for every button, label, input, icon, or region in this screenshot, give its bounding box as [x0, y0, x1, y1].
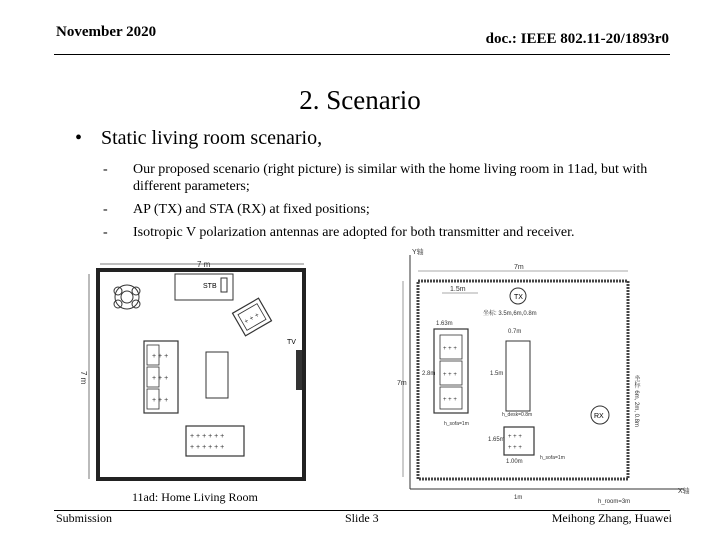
width-dimension — [100, 260, 304, 269]
tx-node — [483, 288, 537, 317]
sub-bullet-text: Isotropic V polarization antennas are adopted for both transmitter and receiver. — [133, 225, 575, 240]
header-doc-id: doc.: IEEE 802.11-20/1893r0 — [485, 31, 669, 47]
footer-author: Meihong Zhang, Huawei — [551, 511, 672, 525]
left-floorplan — [79, 254, 322, 489]
bullet-dot-icon: • — [75, 127, 83, 149]
header-date: November 2020 — [56, 24, 157, 40]
svg-text:+ + + + + +: + + + + + + — [190, 444, 225, 451]
tv — [287, 339, 302, 390]
width-dimension — [418, 264, 628, 271]
tx-coordinate: 坐标: 3.5m,6m,0.8m — [483, 311, 537, 317]
width-label: 7 m — [197, 260, 211, 269]
rx-coordinate: 坐标: 6m, 2m, 0.8m — [633, 375, 639, 428]
slide-title: 2. Scenario — [299, 85, 421, 115]
svg-text:+ + +: + + + — [152, 375, 169, 382]
desk-height: h_desk=0.8m — [502, 412, 533, 418]
svg-text:+ + +: + + + — [508, 434, 522, 440]
dash-icon: - — [103, 202, 108, 217]
svg-text:+ + +: + + + — [243, 311, 261, 326]
svg-text:+ + +: + + + — [508, 445, 522, 451]
sofa-height: h_sofa=1m — [444, 421, 469, 427]
sofa-bottom — [504, 427, 534, 455]
y-axis-label: Y轴 — [412, 249, 424, 256]
main-bullet-text: Static living room scenario, — [101, 127, 323, 149]
dim-2-8m: 2.8m — [422, 371, 436, 377]
svg-text:+ + + + + +: + + + + + + — [190, 433, 225, 440]
tv-label: TV — [287, 339, 296, 346]
plant-icon — [114, 285, 140, 309]
sub-bullet-text: AP (TX) and STA (RX) at fixed positions; — [133, 202, 370, 217]
width-label: 7m — [514, 264, 524, 271]
footer-submission: Submission — [56, 511, 113, 525]
sofa-left — [434, 329, 468, 413]
stb-label: STB — [203, 283, 217, 290]
rx-label: RX — [594, 413, 604, 420]
coffee-table — [206, 352, 228, 398]
header-divider — [54, 54, 670, 55]
dash-icon: - — [103, 162, 108, 177]
main-bullet — [75, 127, 322, 150]
height-label: 7 m — [79, 371, 88, 385]
stb-cabinet — [175, 274, 233, 300]
height-label: 7m — [397, 380, 407, 387]
sofa-bottom — [186, 426, 244, 456]
svg-text:+ + +: + + + — [443, 397, 457, 403]
height-dimension — [79, 274, 89, 479]
dim-1-00m: 1.00m — [506, 459, 523, 465]
coffee-table — [506, 341, 530, 411]
dim-1-65m: 1.65m — [488, 437, 505, 443]
dash-icon: - — [103, 225, 108, 240]
dim-1-5m — [442, 286, 478, 293]
svg-text:1.5m: 1.5m — [450, 286, 466, 293]
x-axis-label: X轴 — [678, 488, 690, 495]
sub-bullet-text: Our proposed scenario (right picture) is similar with the home living room in 11ad, but with different parameters; — [133, 162, 648, 194]
dim-1-5m-vertical: 1.5m — [490, 371, 504, 377]
room-height: h_room=3m — [598, 499, 631, 505]
dim-1-63m: 1.63m — [436, 321, 453, 327]
svg-text:+ + +: + + + — [152, 353, 169, 360]
sofa-left — [144, 341, 178, 413]
rx-node — [591, 374, 640, 427]
sofa2-height: h_sofa=1m — [540, 455, 565, 461]
tx-label: TX — [514, 294, 523, 301]
svg-text:+ + +: + + + — [443, 346, 457, 352]
footer-slide-number: Slide 3 — [345, 511, 379, 525]
left-figure-caption: 11ad: Home Living Room — [132, 490, 258, 504]
svg-text:+ + +: + + + — [152, 397, 169, 404]
height-dimension — [397, 281, 407, 477]
armchair — [233, 298, 272, 336]
right-floorplan — [388, 245, 690, 507]
dim-1m: 1m — [514, 495, 523, 501]
svg-text:+ + +: + + + — [443, 372, 457, 378]
dim-0-7m: 0.7m — [508, 329, 522, 335]
